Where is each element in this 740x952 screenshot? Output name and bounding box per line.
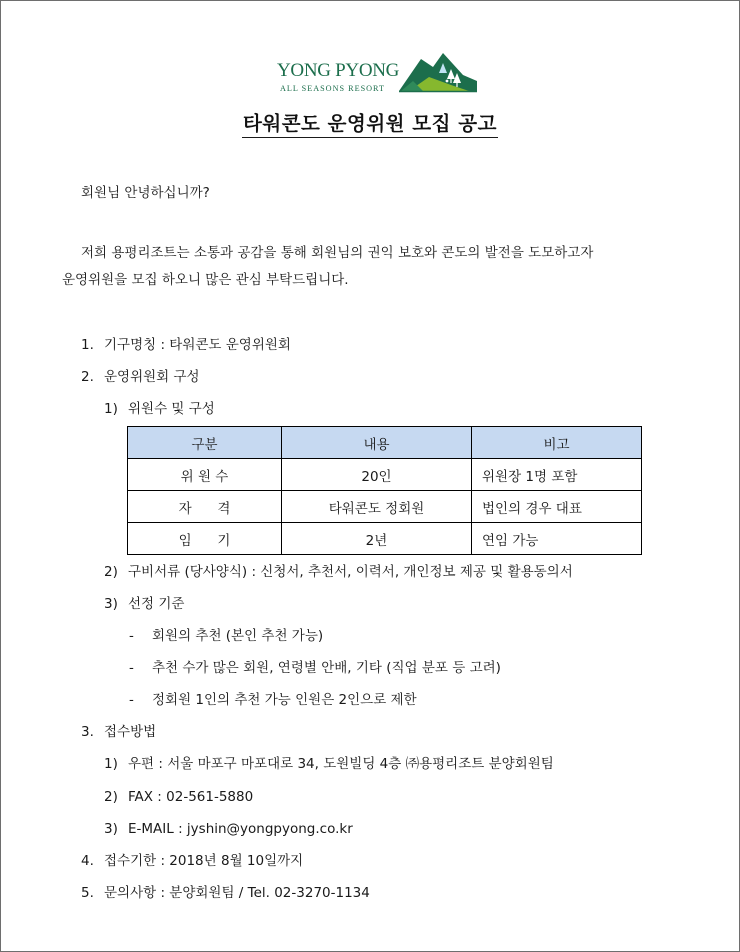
bullet-dash: - — [129, 628, 134, 644]
section-2-1-text: 위원수 및 구성 — [128, 401, 215, 417]
mail-address: 우편 : 서울 마포구 마포대로 34, 도원빌딩 4층 ㈜용평리조트 분양회원팀 — [128, 756, 554, 772]
cell-content: 20인 — [282, 459, 472, 491]
section-3-number: 3. — [81, 724, 94, 740]
email-address: E-MAIL : jyshin@yongpyong.co.kr — [128, 821, 353, 837]
table-row — [128, 459, 642, 491]
bullet-text: 정회원 1인의 추천 가능 인원은 2인으로 제한 — [152, 692, 417, 708]
cell-category: 임 기 — [128, 523, 282, 555]
logo-tagline: ALL SEASONS RESORT — [280, 84, 386, 93]
section-1-number: 1. — [81, 337, 94, 353]
mountain-icon — [399, 51, 479, 97]
section-3-text: 접수방법 — [104, 724, 157, 740]
yongpyong-logo — [277, 51, 479, 97]
cell-content: 타워콘도 정회원 — [282, 491, 472, 523]
section-2-text: 운영위원회 구성 — [104, 369, 200, 385]
table-header-row — [128, 427, 642, 459]
bullet-dash: - — [129, 660, 134, 676]
page-title — [1, 108, 739, 136]
cell-note: 연임 가능 — [472, 523, 642, 555]
bullet-dash: - — [129, 692, 134, 708]
section-2-2-text: 구비서류 (당사양식) : 신청서, 추천서, 이력서, 개인정보 제공 및 활용동의서 — [128, 564, 573, 580]
table-row — [128, 491, 642, 523]
section-3-1-number: 1) — [104, 756, 118, 772]
section-2-3-number: 3) — [104, 596, 118, 612]
cell-note: 법인의 경우 대표 — [472, 491, 642, 523]
bullet-text: 회원의 추천 (본인 추천 가능) — [152, 628, 324, 644]
cell-category: 위 원 수 — [128, 459, 282, 491]
cell-category: 자 격 — [128, 491, 282, 523]
section-2-1-number: 1) — [104, 401, 118, 417]
section-5-number: 5. — [81, 885, 94, 901]
section-5-text: 문의사항 : 분양회원팀 / Tel. 02-3270-1134 — [104, 885, 370, 901]
section-2-3-text: 선정 기준 — [128, 596, 185, 612]
cell-content: 2년 — [282, 523, 472, 555]
fax-number: FAX : 02-561-5880 — [128, 789, 254, 805]
intro-line-2: 운영위원을 모집 하오니 많은 관심 부탁드립니다. — [62, 272, 349, 288]
table-row — [128, 523, 642, 555]
header-note: 비고 — [472, 427, 642, 459]
section-2-2-number: 2) — [104, 564, 118, 580]
section-2-number: 2. — [81, 369, 94, 385]
section-3-3-number: 3) — [104, 821, 118, 837]
header-category: 구분 — [128, 427, 282, 459]
committee-table — [127, 426, 642, 555]
section-4-text: 접수기한 : 2018년 8월 10일까지 — [104, 853, 304, 869]
cell-note: 위원장 1명 포함 — [472, 459, 642, 491]
section-4-number: 4. — [81, 853, 94, 869]
title-text: 타워콘도 운영위원 모집 공고 — [242, 112, 498, 138]
logo-name: YONG PYONG — [277, 60, 400, 81]
section-1-text: 기구명칭 : 타워콘도 운영위원회 — [104, 337, 291, 353]
section-3-2-number: 2) — [104, 789, 118, 805]
greeting: 회원님 안녕하십니까? — [81, 185, 210, 201]
intro-line-1: 저희 용평리조트는 소통과 공감을 통해 회원님의 권익 보호와 콘도의 발전을 도모하고자 — [81, 245, 594, 261]
bullet-text: 추천 수가 많은 회원, 연령별 안배, 기타 (직업 분포 등 고려) — [152, 660, 501, 676]
header-content: 내용 — [282, 427, 472, 459]
